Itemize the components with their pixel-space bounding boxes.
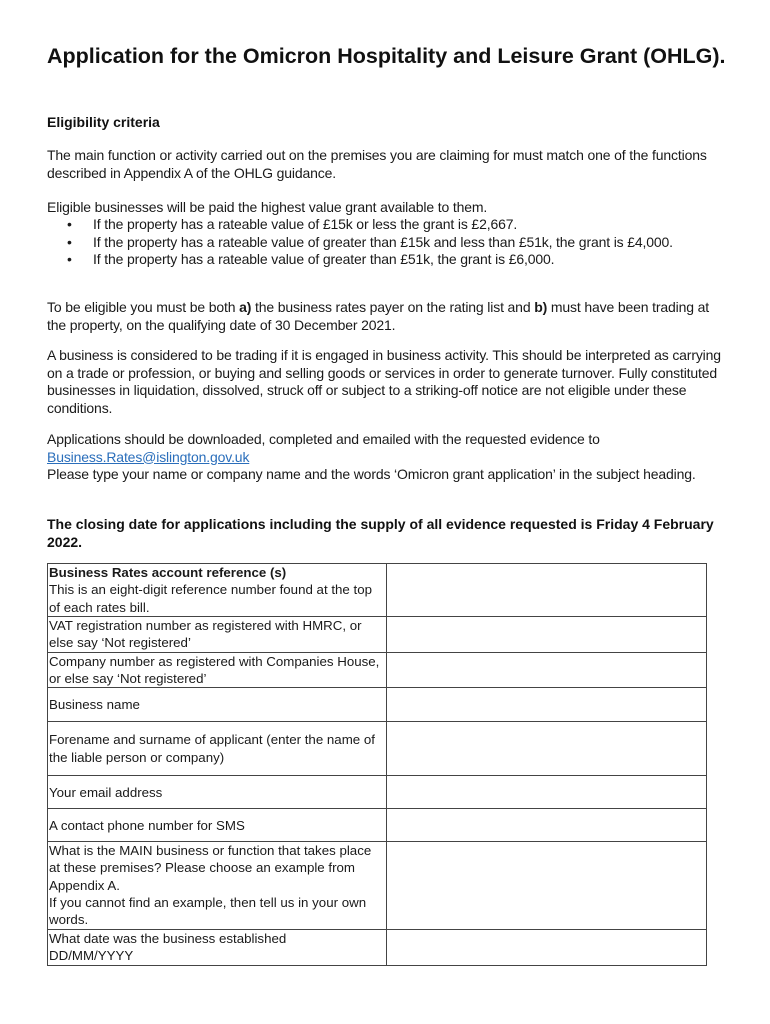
- list-item: [47, 216, 707, 234]
- subject-instruction: Please type your name or company name and the words ‘Omicron grant application’ in the subject heading.: [47, 466, 696, 482]
- table-row: [48, 688, 707, 722]
- field-label-hint: If you cannot find an example, then tell us in your own words.: [49, 895, 367, 928]
- bullet-icon: •: [67, 233, 72, 250]
- field-label: [48, 564, 387, 617]
- eligibility-heading: Eligibility criteria: [47, 114, 160, 130]
- table-row: [48, 617, 707, 653]
- bullet-icon: •: [67, 251, 72, 267]
- main-business-function-field[interactable]: [387, 842, 707, 930]
- main-business-function-input[interactable]: [387, 842, 706, 859]
- applications-instruction: Applications should be downloaded, completed and emailed with the requested evidence to: [47, 431, 600, 447]
- email-address-input[interactable]: [387, 776, 706, 793]
- bullet-icon: •: [67, 216, 72, 232]
- field-label: [48, 930, 387, 966]
- paragraph-applications: [47, 431, 727, 484]
- email-link[interactable]: Business.Rates@islington.gov.uk: [47, 448, 250, 465]
- condition-b-label: b): [534, 299, 548, 315]
- applicant-name-input[interactable]: [387, 722, 706, 739]
- business-established-date-input[interactable]: [387, 930, 706, 947]
- list-item: [47, 251, 707, 269]
- list-item: [47, 234, 707, 252]
- field-label-title: What is the MAIN business or function that takes place at these premises? Please choose an example from Appendix A.: [49, 843, 372, 893]
- company-number-field[interactable]: [387, 652, 707, 688]
- closing-date-notice: The closing date for applications including the supply of all evidence requested is Friday 4 February 2022.: [47, 516, 714, 550]
- field-label: Business name: [48, 688, 387, 722]
- paragraph-eligible-intro: Eligible businesses will be paid the highest value grant available to them.: [47, 199, 488, 215]
- page-title: Application for the Omicron Hospitality and Leisure Grant (OHLG).: [47, 44, 726, 68]
- field-label: Your email address: [48, 776, 387, 809]
- business-rates-reference-input[interactable]: [387, 564, 706, 581]
- table-row: [48, 930, 707, 966]
- paragraph-main-function: The main function or activity carried out on the premises you are claiming for must match one of the functions described in Appendix A of the OHLG guidance.: [47, 147, 707, 181]
- company-number-input[interactable]: [387, 653, 706, 670]
- email-address-field[interactable]: [387, 776, 707, 809]
- application-form-table: [47, 563, 707, 966]
- vat-number-input[interactable]: [387, 617, 706, 634]
- table-row: [48, 776, 707, 809]
- field-label: A contact phone number for SMS: [48, 809, 387, 842]
- phone-number-input[interactable]: [387, 809, 706, 826]
- grant-value-list: [47, 216, 707, 269]
- text: the business rates payer on the rating list and: [251, 299, 535, 315]
- bullet-text: If the property has a rateable value of greater than £15k and less than £51k, the grant is £4,000.: [93, 233, 673, 250]
- vat-number-field[interactable]: [387, 617, 707, 653]
- table-row: [48, 809, 707, 842]
- table-row: [48, 842, 707, 930]
- paragraph-eligibility-conditions: [47, 299, 727, 334]
- table-row: [48, 652, 707, 688]
- field-label-title: Business Rates account reference (s): [49, 565, 287, 580]
- field-label-hint: This is an eight-digit reference number found at the top of each rates bill.: [49, 582, 373, 615]
- text: must have been trading at the property, on the qualifying date of 30 December 2021.: [47, 299, 709, 333]
- business-rates-reference-field[interactable]: [387, 564, 707, 617]
- applicant-name-field[interactable]: [387, 722, 707, 776]
- business-established-date-field[interactable]: [387, 930, 707, 966]
- text: To be eligible you must be both: [47, 299, 240, 315]
- paragraph-trading-definition: A business is considered to be trading if it is engaged in business activity. This should be interpreted as carrying on a trade or profession, or buying and selling goods or services in order to generate turnover. Fully constituted businesses in liquidation, dissolved, struck off or subject to a striking-off notice are not eligible under these conditions.: [47, 347, 721, 416]
- field-label: VAT registration number as registered with HMRC, or else say ‘Not registered’: [48, 617, 387, 653]
- field-label-title: What date was the business established: [49, 931, 287, 947]
- bullet-text: If the property has a rateable value of greater than £51k, the grant is £6,000.: [93, 251, 555, 267]
- field-label: Company number as registered with Companies House, or else say ‘Not registered’: [48, 652, 387, 688]
- table-row: [48, 564, 707, 617]
- business-name-field[interactable]: [387, 688, 707, 722]
- field-label: [48, 842, 387, 930]
- phone-number-field[interactable]: [387, 809, 707, 842]
- field-label-hint: DD/MM/YYYY: [49, 948, 134, 964]
- condition-a-label: a): [239, 299, 252, 315]
- bullet-text: If the property has a rateable value of £15k or less the grant is £2,667.: [93, 216, 518, 232]
- business-name-input[interactable]: [387, 688, 706, 705]
- table-row: [48, 722, 707, 776]
- field-label: Forename and surname of applicant (enter the name of the liable person or company): [48, 722, 387, 776]
